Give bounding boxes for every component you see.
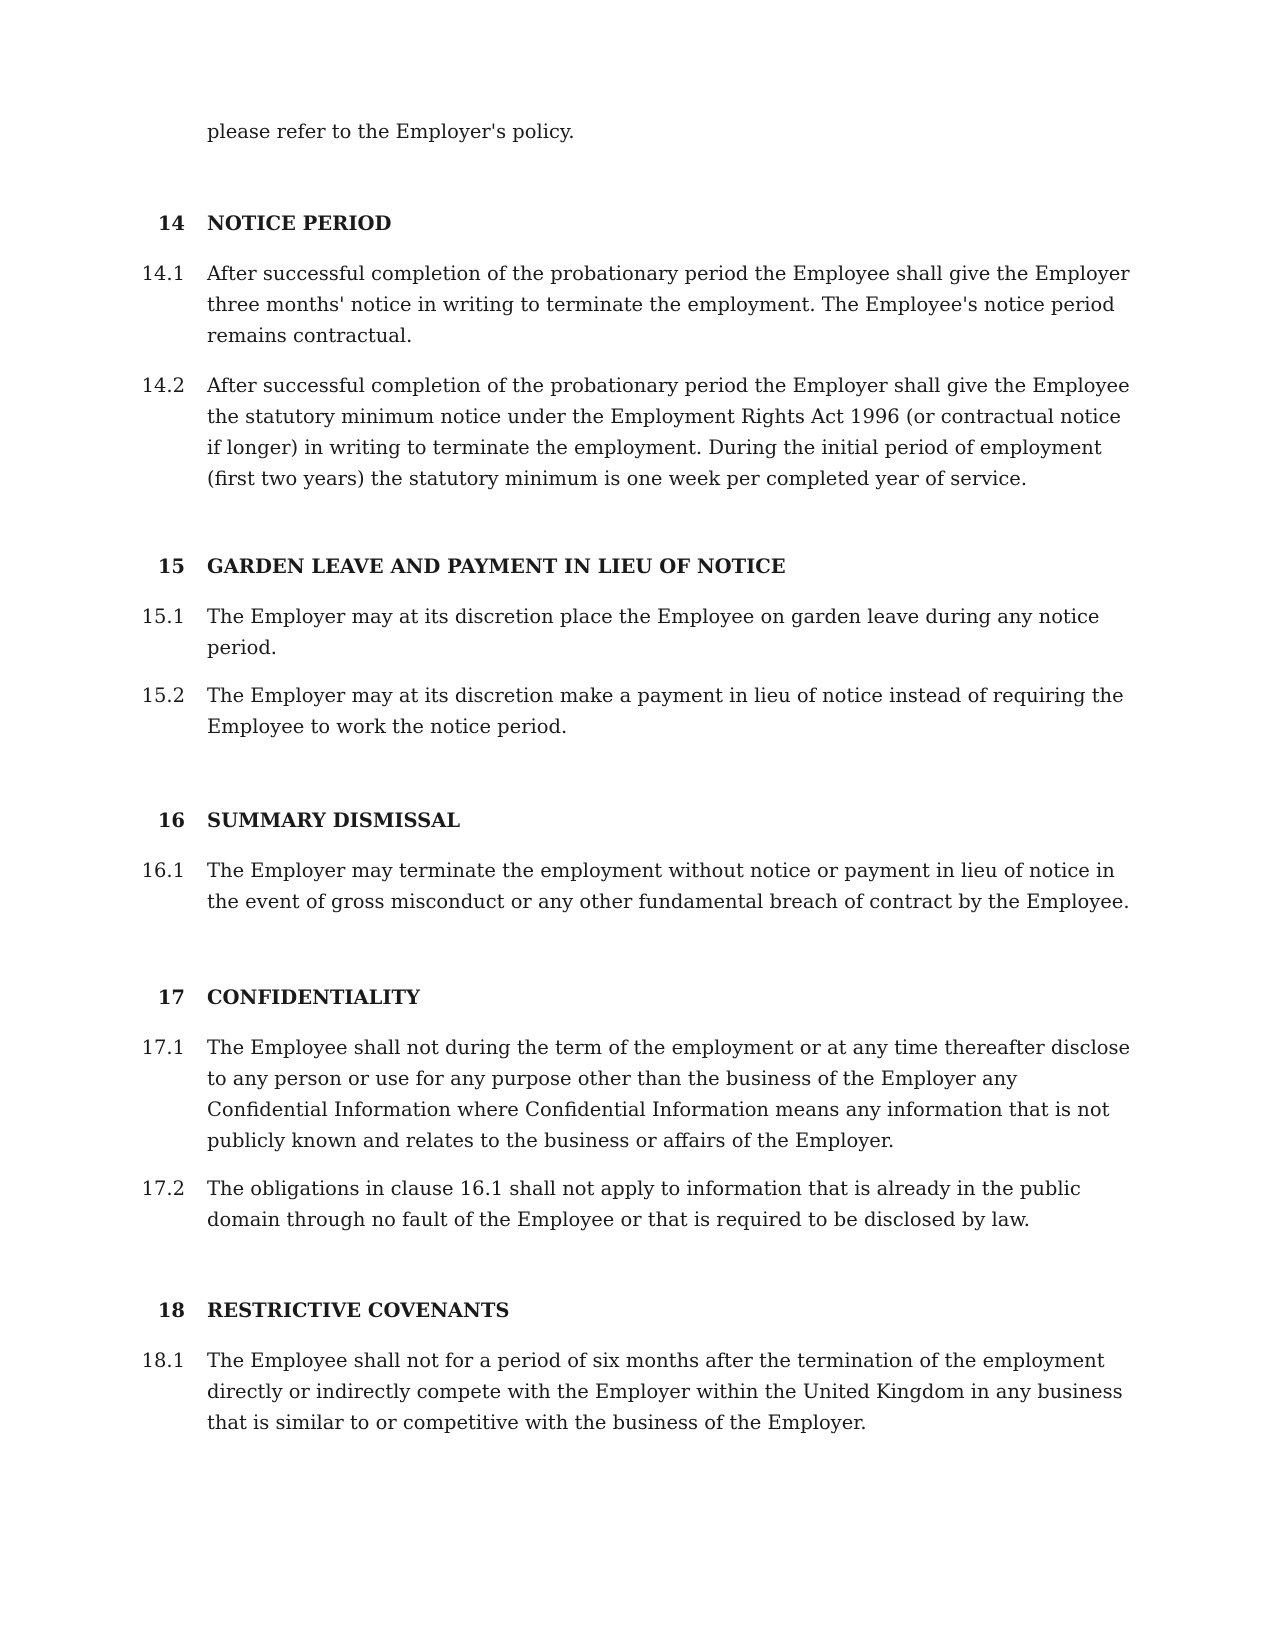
clause-text: The obligations in clause 16.1 shall not apply to information that is already in the public domain through no fault of the Employee or that is required to be disclosed by law. (207, 1177, 1081, 1231)
clause-number: 15.2 (141, 684, 185, 707)
section-title: CONFIDENTIALITY (207, 986, 420, 1009)
section-summary-dismissal (0, 805, 1275, 917)
section-number: 15 (157, 555, 185, 578)
clause-14-2 (0, 370, 1275, 494)
clause-15-2 (0, 680, 1275, 742)
clause-17-1 (0, 1032, 1275, 1156)
clause-text: After successful completion of the probationary period the Employee shall give the Employer three months' notice in writing to terminate the employment. The Employee's notice period remains contractual. (207, 262, 1130, 347)
clause-number: 15.1 (141, 605, 185, 628)
clause-14-1 (0, 258, 1275, 351)
section-number: 17 (157, 986, 185, 1009)
section-notice-period (0, 208, 1275, 494)
clause-16-1 (0, 855, 1275, 917)
section-heading (0, 1295, 1275, 1326)
section-confidentiality (0, 982, 1275, 1235)
clause-number: 16.1 (141, 859, 185, 882)
section-title: SUMMARY DISMISSAL (207, 809, 461, 832)
clause-number: 14.2 (141, 374, 185, 397)
clause-text: After successful completion of the probationary period the Employer shall give the Employee the statutory minimum notice under the Employment Rights Act 1996 (or contractual notice if longer) in writing to terminate the employment. During the initial period of employment (first two years) the statutory minimum is one week per completed year of service. (207, 374, 1130, 490)
section-heading (0, 982, 1275, 1013)
section-garden-leave (0, 551, 1275, 742)
clause-text: The Employer may at its discretion place the Employee on garden leave during any notice period. (207, 605, 1100, 659)
clause-number: 14.1 (141, 262, 185, 285)
section-number: 16 (157, 809, 185, 832)
clause-text: The Employer may at its discretion make a payment in lieu of notice instead of requiring the Employee to work the notice period. (207, 684, 1124, 738)
section-title: NOTICE PERIOD (207, 212, 392, 235)
clause-number: 17.2 (141, 1177, 185, 1200)
section-number: 14 (157, 212, 185, 235)
section-title: RESTRICTIVE COVENANTS (207, 1299, 510, 1322)
section-heading (0, 805, 1275, 836)
section-heading (0, 208, 1275, 239)
section-heading (0, 551, 1275, 582)
clause-text: The Employee shall not during the term of the employment or at any time thereafter disclose to any person or use for any purpose other than the business of the Employer any Confidential Information where Confidential Information means any information that is not publicly known and relates to the business or affairs of the Employer. (207, 1036, 1131, 1152)
clause-text: The Employee shall not for a period of six months after the termination of the employment directly or indirectly compete with the Employer within the United Kingdom in any business that is similar to or competitive with the business of the Employer. (207, 1349, 1123, 1434)
clause-number: 17.1 (141, 1036, 185, 1059)
continuation-text: please refer to the Employer's policy. (207, 120, 575, 143)
clause-text: The Employer may terminate the employment without notice or payment in lieu of notice in the event of gross misconduct or any other fundamental breach of contract by the Employee. (207, 859, 1130, 913)
section-number: 18 (157, 1299, 185, 1322)
clause-number: 18.1 (141, 1349, 185, 1372)
clause-15-1 (0, 601, 1275, 663)
section-restrictive-covenants (0, 1295, 1275, 1438)
section-title: GARDEN LEAVE AND PAYMENT IN LIEU OF NOTICE (207, 555, 786, 578)
clause-18-1 (0, 1345, 1275, 1438)
clause-17-2 (0, 1173, 1275, 1235)
